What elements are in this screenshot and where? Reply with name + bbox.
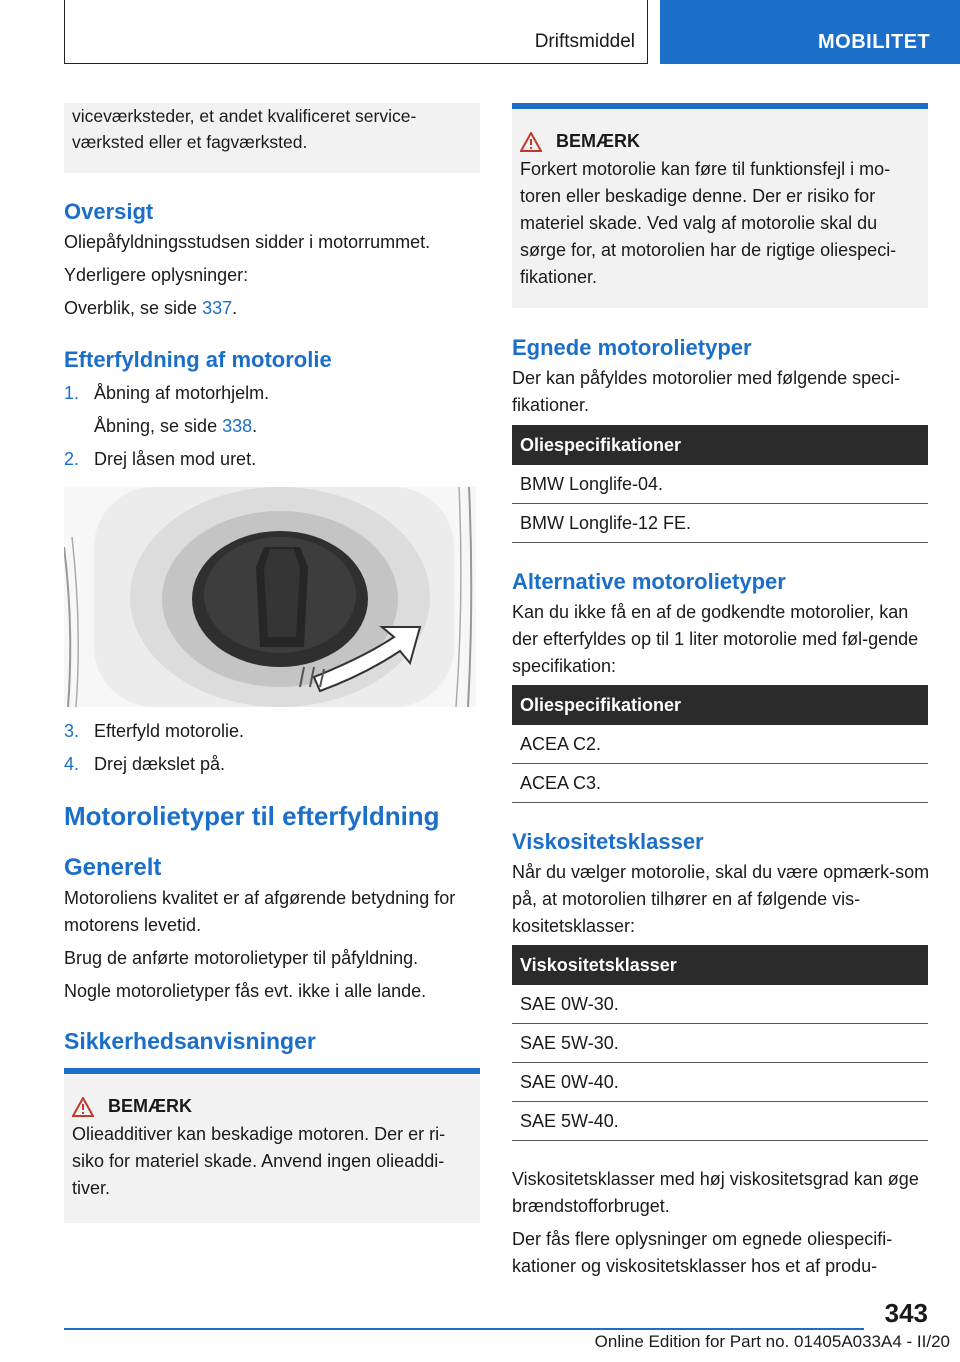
warning-triangle-icon: [520, 132, 542, 152]
step-2: [64, 446, 484, 473]
steps-3-4: [64, 718, 484, 778]
page-link-338[interactable]: 338: [222, 416, 253, 436]
oversigt-line2: Yderligere oplysninger:: [64, 265, 249, 285]
chapter-label: MOBILITET: [818, 31, 931, 53]
table-header: Viskositetsklasser: [512, 945, 928, 985]
alternative-text: Kan du ikke få en af de godkendte motorolier, kan der efterfyldes op til 1 liter motorolie med føl-gende specifikation:: [512, 602, 919, 676]
step-1-sub: [64, 413, 484, 440]
oil-cap-illustration: [64, 487, 476, 707]
oversigt-line3-prefix: Overblik, se side: [64, 298, 203, 318]
page-number: 343: [884, 1298, 928, 1328]
warning-text: Forkert motorolie kan føre til funktionsfejl i mo-toren eller beskadige denne. Der er risiko for materiel skade. Ved valg af motorolie skal du sørge for, at motorolien har de rigtige oliespeci-fikationer.: [520, 159, 897, 287]
step-number: 3.: [64, 721, 80, 741]
step-number: 1.: [64, 383, 80, 403]
table-row: ACEA C2.: [512, 725, 928, 764]
warning-triangle-icon: [72, 1097, 94, 1117]
intro-text: viceværksteder, et andet kvalificeret service-værksted eller et fagværksted.: [72, 106, 417, 152]
warning-header: [520, 131, 920, 152]
step-text: Åbning af motorhjelm.: [94, 383, 270, 403]
alternative-section: [512, 568, 932, 680]
efterfyldning-title: Efterfyldning af motorolie: [64, 347, 332, 372]
oversigt-line3: [64, 295, 484, 322]
egnede-text: Der kan påfyldes motorolier med følgende speci-fikationer.: [512, 368, 901, 415]
generelt-title: Generelt: [64, 854, 162, 881]
chapter-tab: [660, 0, 960, 64]
step-4: [64, 751, 484, 778]
step-text: Efterfyld motorolie.: [94, 721, 245, 741]
step-3: [64, 718, 484, 745]
step-text: Drej låsen mod uret.: [94, 449, 257, 469]
table-header: Oliespecifikationer: [512, 425, 928, 465]
oversigt-title: Oversigt: [64, 199, 154, 224]
motorolietyper-title: Motorolietyper til efterfyldning: [64, 801, 440, 831]
table-row: SAE 5W-30.: [512, 1024, 928, 1063]
oversigt-line3-suffix: .: [232, 298, 238, 318]
step-1-sub-suffix: .: [252, 416, 258, 436]
step-number: 2.: [64, 449, 80, 469]
footer-edition: Online Edition for Part no. 01405A033A4 - II/20: [594, 1332, 950, 1351]
table-row: SAE 0W-30.: [512, 985, 928, 1024]
table-row: SAE 0W-40.: [512, 1063, 928, 1102]
warning-text: Olieadditiver kan beskadige motoren. Der er ri-siko for materiel skade. Anvend ingen olieaddi-tiver.: [72, 1124, 446, 1198]
egnede-table: [512, 425, 928, 543]
egnede-title: Egnede motorolietyper: [512, 335, 752, 360]
table-row: BMW Longlife-04.: [512, 465, 928, 504]
sikkerhed-title: Sikkerhedsanvisninger: [64, 1028, 316, 1054]
page-link-337[interactable]: 337: [202, 298, 233, 318]
step-1: [64, 380, 484, 407]
viskositet-after: [512, 1166, 928, 1280]
viskositet-section: [512, 828, 932, 940]
generelt-p3: Nogle motorolietyper fås evt. ikke i alle lande.: [64, 981, 427, 1001]
warning-label: BEMÆRK: [108, 1096, 192, 1116]
oversigt-line1: Oliepåfyldningsstudsen sidder i motorrummet.: [64, 232, 431, 252]
footer-rule: [64, 1328, 864, 1330]
efterfyldning-section: [64, 346, 484, 473]
viskositet-after1: Viskositetsklasser med høj viskositetsgrad kan øge brændstofforbruget.: [512, 1169, 919, 1216]
warning-header: [72, 1096, 472, 1117]
motorolietyper-section: [64, 800, 484, 1055]
table-header: Oliespecifikationer: [512, 685, 928, 725]
oil-cap-drawing: [64, 487, 476, 707]
viskositet-after2: Der fås flere oplysninger om egnede oliespecifi-kationer og viskositetsklasser hos et af produ-: [512, 1229, 893, 1276]
oversigt-section: [64, 198, 484, 322]
alternative-title: Alternative motorolietyper: [512, 569, 786, 594]
step-text: Drej dækslet på.: [94, 754, 226, 774]
alternative-table: [512, 685, 928, 803]
viskositet-text: Når du vælger motorolie, skal du være opmærk-som på, at motorolien tilhører en af følgende vis-kositetsklasser:: [512, 862, 930, 936]
viskositet-table: [512, 945, 928, 1141]
table-row: ACEA C3.: [512, 764, 928, 803]
section-label: Driftsmiddel: [534, 31, 635, 52]
table-row: BMW Longlife-12 FE.: [512, 504, 928, 543]
generelt-p1: Motoroliens kvalitet er af afgørende betydning for motorens levetid.: [64, 888, 456, 935]
intro-box: [64, 103, 480, 173]
section-tab: [64, 0, 648, 64]
step-1-sub-prefix: Åbning, se side: [94, 416, 223, 436]
warning-box-right: [512, 103, 928, 308]
viskositet-title: Viskositetsklasser: [512, 829, 704, 854]
warning-label: BEMÆRK: [556, 131, 640, 151]
egnede-section: [512, 334, 928, 419]
generelt-p2: Brug de anførte motorolietyper til påfyldning.: [64, 948, 419, 968]
table-row: SAE 5W-40.: [512, 1102, 928, 1141]
step-number: 4.: [64, 754, 80, 774]
warning-box-left: [64, 1068, 480, 1223]
